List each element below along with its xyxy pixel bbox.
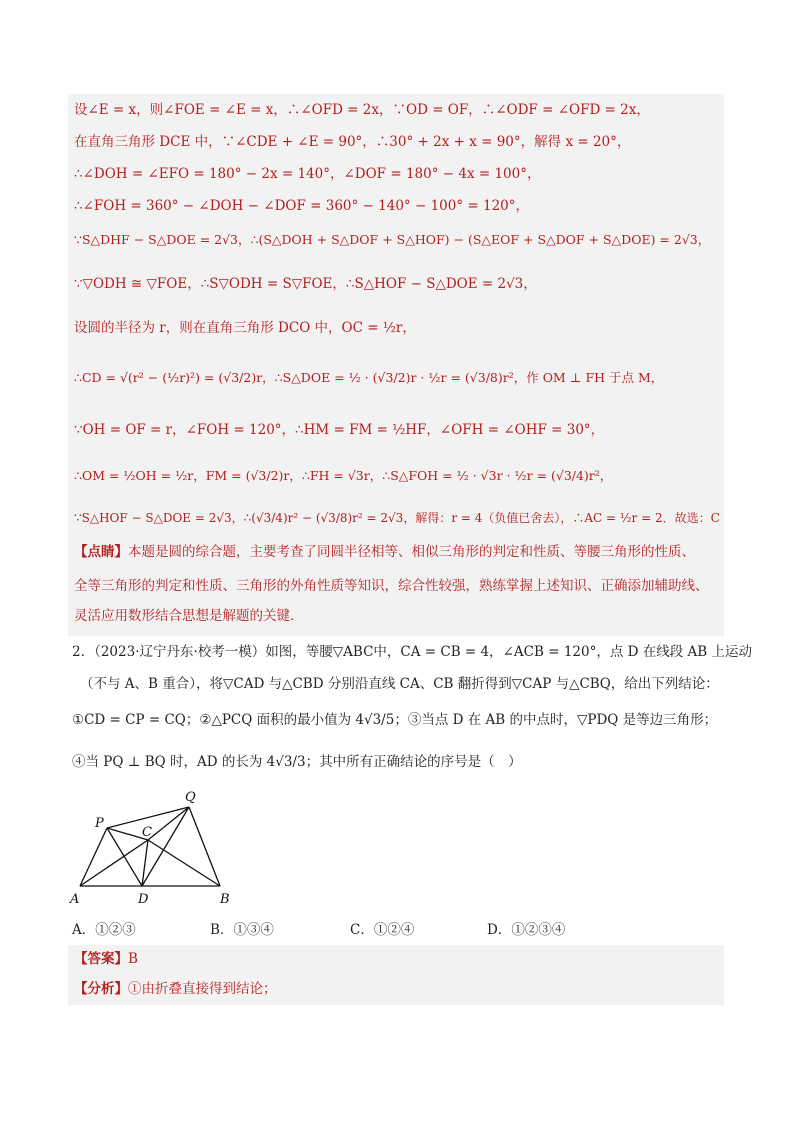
solution-line: ∴CD = √(r² − (½r)²) = (√3/2)r，∴S△DOE = ½ · (√3/2)r · ½r = (√3/8)r²，作 OM ⊥ FH 于点 M， — [74, 370, 664, 385]
label-a: A — [70, 892, 80, 907]
answer-line — [74, 949, 138, 969]
solution-line: ∴OM = ½OH = ½r，FM = (√3/2)r，∴FH = √3r，∴S△FOH = ½ · √3r · ½r = (√3/4)r²， — [74, 468, 613, 483]
label-p: P — [95, 816, 104, 831]
comment-text: 本题是圆的综合题，主要考查了同圆半径相等、相似三角形的判定和性质、等腰三角形的性质、 — [128, 544, 695, 560]
analysis-tag: 【分析】 — [74, 981, 128, 997]
option-d: D．①②③④ — [487, 922, 566, 938]
analysis-text: ①由折叠直接得到结论； — [128, 981, 277, 997]
segment-dq — [142, 807, 189, 886]
comment-line: 全等三角形的判定和性质、三角形的外角性质等知识，综合性较强，熟练掌握上述知识、正确添加辅助线、 — [74, 578, 709, 594]
question-line: 2．（2023·辽宁丹东·校考一模）如图，等腰▽ABC中，CA = CB = 4，∠ACB = 120°，点 D 在线段 AB 上运动 — [72, 644, 752, 660]
answer-block — [68, 945, 724, 1005]
solution-line: ∴∠DOH = ∠EFO = 180° − 2x = 140°，∠DOF = 180° − 4x = 100°， — [74, 166, 541, 182]
question-line: ④当 PQ ⊥ BQ 时，AD 的长为 4√3/3；其中所有正确结论的序号是（ ） — [72, 754, 522, 770]
segment-cd — [142, 840, 148, 886]
label-d: D — [138, 892, 149, 907]
segment-qb — [189, 807, 220, 886]
answer-tag: 【答案】 — [74, 951, 128, 967]
analysis-line — [74, 979, 277, 999]
solution-line: ∵S△HOF − S△DOE = 2√3，∴(√3/4)r² − (√3/8)r² = 2√3，解得：r = 4（负值已舍去），∴AC = ½r = 2．故选：C — [74, 511, 720, 525]
geometry-figure — [68, 785, 238, 907]
solution-block — [68, 94, 724, 636]
segment-cb — [148, 840, 220, 886]
solution-line: 设圆的半径为 r，则在直角三角形 DCO 中，OC = ½r， — [74, 320, 416, 336]
comment-first-line — [74, 542, 695, 562]
solution-line: 设∠E = x，则∠FOE = ∠E = x，∴∠OFD = 2x，∵OD = OF，∴∠ODF = ∠OFD = 2x， — [74, 102, 650, 118]
comment-tag: 【点睛】 — [74, 544, 128, 560]
solution-line: ∵▽ODH ≅ ▽FOE，∴S▽ODH = S▽FOE，∴S△HOF − S△DOE = 2√3， — [74, 276, 537, 292]
solution-line: ∵S△DHF − S△DOE = 2√3，∴(S△DOH + S△DOF + S△HOF) − (S△EOF + S△DOF + S△DOE) = 2√3， — [74, 232, 711, 247]
solution-line: 在直角三角形 DCE 中，∵∠CDE + ∠E = 90°，∴30° + 2x + x = 90°，解得 x = 20°， — [74, 134, 631, 150]
solution-line: ∵OH = OF = r，∠FOH = 120°，∴HM = FM = ½HF，∠OFH = ∠OHF = 30°， — [74, 422, 605, 438]
option-c: C．①②④ — [350, 922, 415, 938]
question-line: （不与 A、B 重合），将▽CAD 与△CBD 分别沿直线 CA、CB 翻折得到▽CAP 与△CBQ，给出下列结论： — [80, 676, 719, 692]
solution-line: ∴∠FOH = 360° − ∠DOH − ∠DOF = 360° − 140° − 100° = 120°， — [74, 198, 529, 214]
answer-value: B — [128, 951, 138, 967]
label-q: Q — [185, 790, 196, 805]
option-b: B．①③④ — [210, 922, 274, 938]
comment-line: 灵活应用数形结合思想是解题的关键． — [74, 608, 304, 624]
option-a: A．①②③ — [72, 922, 136, 938]
label-b: B — [220, 892, 230, 907]
question-line: ①CD = CP = CQ；②△PCQ 面积的最小值为 4√3/5；③当点 D 在 AB 的中点时，▽PDQ 是等边三角形； — [72, 712, 718, 728]
label-c: C — [142, 825, 152, 840]
